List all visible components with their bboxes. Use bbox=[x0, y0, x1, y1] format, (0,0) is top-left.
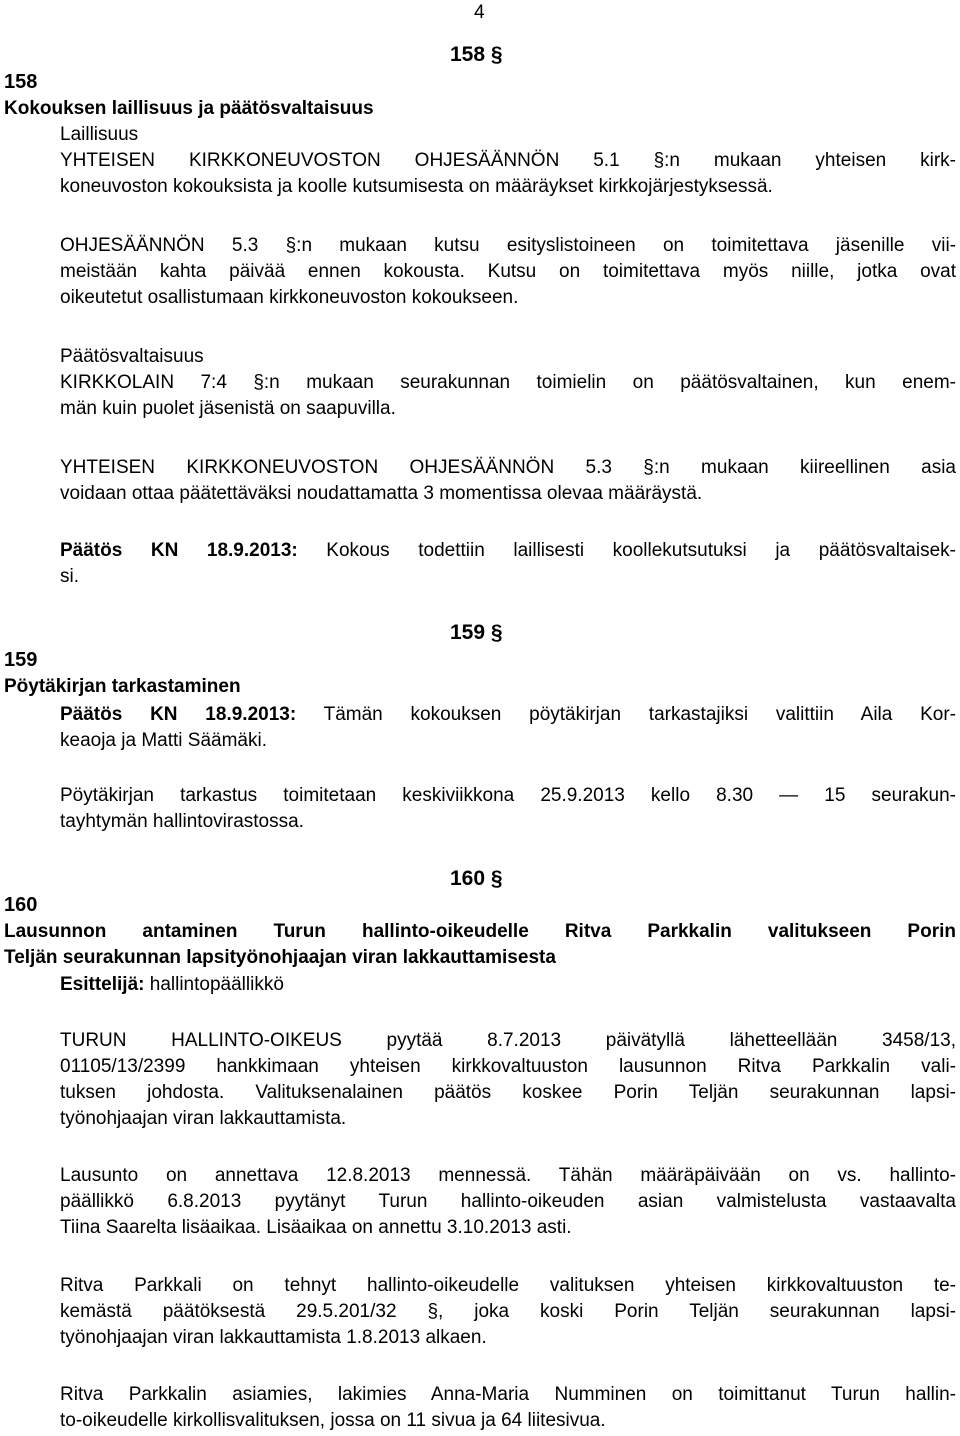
decision-label: Päätös KN 18.9.2013: bbox=[60, 540, 298, 561]
section-number-159: 159 bbox=[4, 649, 38, 671]
section-marker-159: 159 § bbox=[450, 621, 503, 644]
section-marker-158: 158 § bbox=[450, 43, 503, 66]
page-number: 4 bbox=[474, 2, 485, 23]
paragraph-line: kemästä päätöksestä 29.5.201/32 §, joka koski Porin Teljän seurakunnan lapsi- bbox=[60, 1301, 956, 1322]
paragraph-line: oikeutetut osallistumaan kirkkoneuvoston kokoukseen. bbox=[60, 287, 519, 308]
paragraph-line: Pöytäkirjan tarkastus toimitetaan keskiviikkona 25.9.2013 kello 8.30 — 15 seurakun- bbox=[60, 785, 956, 806]
section-marker-160: 160 § bbox=[450, 867, 503, 890]
decision-label: Päätös KN 18.9.2013: bbox=[60, 704, 297, 725]
subheading-laillisuus: Laillisuus bbox=[60, 124, 139, 145]
paragraph-line: KIRKKOLAIN 7:4 §:n mukaan seurakunnan toimielin on päätösvaltainen, kun enem- bbox=[60, 372, 956, 393]
section-title-159: Pöytäkirjan tarkastaminen bbox=[4, 676, 241, 697]
paragraph-line: to-oikeudelle kirkollisvalituksen, jossa on 11 sivua ja 64 liitesivua. bbox=[60, 1410, 606, 1431]
presenter-label: Esittelijä: bbox=[60, 974, 145, 995]
paragraph-line: Tiina Saarelta lisäaikaa. Lisäaikaa on annettu 3.10.2013 asti. bbox=[60, 1217, 572, 1238]
paragraph-line: 01105/13/2399 hankkimaan yhteisen kirkkovaltuuston lausunnon Ritva Parkkalin vali- bbox=[60, 1056, 956, 1077]
paragraph-line: TURUN HALLINTO-OIKEUS pyytää 8.7.2013 päivätyllä lähetteellään 3458/13, bbox=[60, 1030, 956, 1051]
paragraph-line: voidaan ottaa päätettäväksi noudattamatta 3 momentissa olevaa määräystä. bbox=[60, 483, 703, 504]
paragraph-line: koneuvoston kokouksista ja koolle kutsumisesta on määräykset kirkkojärjestyksessä. bbox=[60, 176, 773, 197]
paragraph-line: Lausunto on annettava 12.8.2013 mennessä. Tähän määräpäivään on vs. hallinto- bbox=[60, 1165, 956, 1186]
paragraph-line: män kuin puolet jäsenistä on saapuvilla. bbox=[60, 398, 396, 419]
decision-line: Päätös KN 18.9.2013: Tämän kokouksen pöytäkirjan tarkastajiksi valittiin Aila Kor- bbox=[60, 704, 956, 725]
paragraph-line: YHTEISEN KIRKKONEUVOSTON OHJESÄÄNNÖN 5.3 §:n mukaan kiireellinen asia bbox=[60, 457, 956, 478]
subheading-paatosvaltaisuus: Päätösvaltaisuus bbox=[60, 346, 204, 367]
paragraph-line: YHTEISEN KIRKKONEUVOSTON OHJESÄÄNNÖN 5.1 §:n mukaan yhteisen kirk- bbox=[60, 150, 956, 171]
paragraph-line: työnohjaajan viran lakkauttamista 1.8.2013 alkaen. bbox=[60, 1327, 487, 1348]
decision-line: Päätös KN 18.9.2013: Kokous todettiin laillisesti koollekutsutuksi ja päätösvaltaisek- bbox=[60, 540, 956, 561]
paragraph-line: Ritva Parkkalin asiamies, lakimies Anna-Maria Numminen on toimittanut Turun hallin- bbox=[60, 1384, 956, 1405]
paragraph-line: meistään kahta päivää ennen kokousta. Kutsu on toimitettava myös niille, jotka ovat bbox=[60, 261, 956, 282]
decision-line: si. bbox=[60, 566, 79, 587]
presenter-line: Esittelijä: hallintopäällikkö bbox=[60, 974, 284, 995]
paragraph-line: OHJESÄÄNNÖN 5.3 §:n mukaan kutsu esityslistoineen on toimitettava jäsenille vii- bbox=[60, 235, 956, 256]
section-number-160: 160 bbox=[4, 894, 38, 916]
section-title-160: Lausunnon antaminen Turun hallinto-oikeudelle Ritva Parkkalin valitukseen Porin bbox=[4, 921, 956, 942]
section-number-158: 158 bbox=[4, 71, 38, 93]
paragraph-line: työnohjaajan viran lakkauttamista. bbox=[60, 1108, 347, 1129]
decision-line: keaoja ja Matti Säämäki. bbox=[60, 730, 267, 751]
paragraph-line: päällikkö 6.8.2013 pyytänyt Turun hallinto-oikeuden asian valmistelusta vastaavalta bbox=[60, 1191, 956, 1212]
section-title-158: Kokouksen laillisuus ja päätösvaltaisuus bbox=[4, 98, 374, 119]
section-title-160-cont: Teljän seurakunnan lapsityönohjaajan viran lakkauttamisesta bbox=[4, 947, 556, 968]
paragraph-line: Ritva Parkkali on tehnyt hallinto-oikeudelle valituksen yhteisen kirkkovaltuuston te- bbox=[60, 1275, 956, 1296]
paragraph-line: tayhtymän hallintovirastossa. bbox=[60, 811, 304, 832]
paragraph-line: tuksen johdosta. Valituksenalainen päätös koskee Porin Teljän seurakunnan lapsi- bbox=[60, 1082, 956, 1103]
